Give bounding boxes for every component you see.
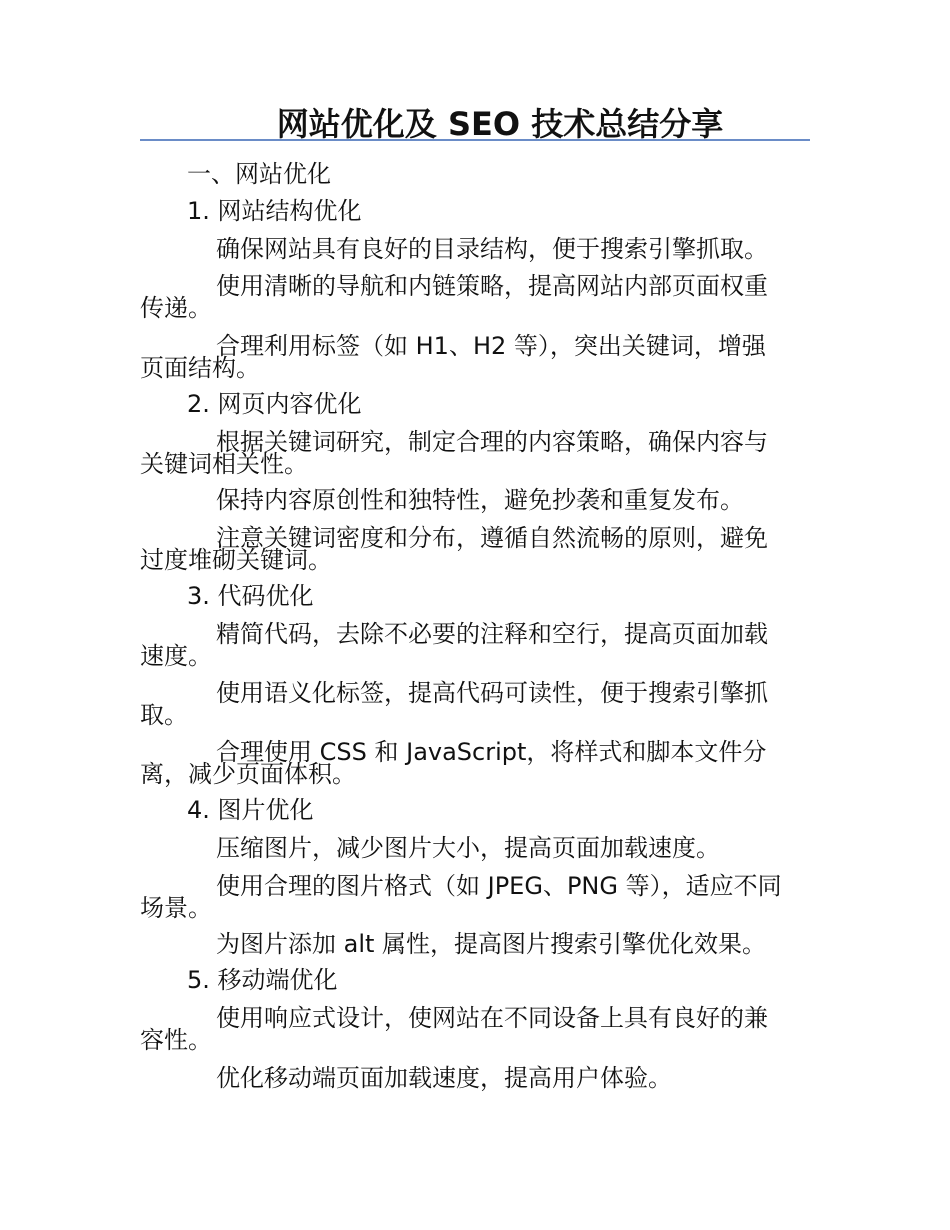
paragraph-line: 保持内容原创性和独特性，避免抄袭和重复发布。: [216, 486, 744, 514]
document-title: 网站优化及 SEO 技术总结分享: [276, 105, 724, 143]
paragraph-line: 确保网站具有良好的目录结构，便于搜索引擎抓取。: [216, 235, 768, 263]
paragraph-line: 压缩图片，减少图片大小，提高页面加载速度。: [216, 834, 720, 862]
paragraph-line: 场景。: [140, 894, 212, 922]
paragraph-line: 根据关键词研究，制定合理的内容策略，确保内容与: [216, 428, 768, 456]
item-heading: 2. 网页内容优化: [187, 390, 362, 418]
paragraph-line: 离，减少页面体积。: [140, 760, 356, 788]
paragraph-line: 容性。: [140, 1026, 212, 1054]
section-heading: 一、网站优化: [187, 160, 331, 188]
item-heading: 1. 网站结构优化: [187, 197, 362, 225]
item-heading: 4. 图片优化: [187, 796, 314, 824]
paragraph-line: 过度堆砌关键词。: [140, 546, 332, 574]
paragraph-line: 关键词相关性。: [140, 450, 308, 478]
paragraph-line: 使用响应式设计，使网站在不同设备上具有良好的兼: [216, 1004, 768, 1032]
paragraph-line: 速度。: [140, 642, 212, 670]
paragraph-line: 精简代码，去除不必要的注释和空行，提高页面加载: [216, 620, 768, 648]
paragraph-line: 使用合理的图片格式（如 JPEG、PNG 等），适应不同: [216, 872, 782, 900]
paragraph-line: 合理利用标签（如 H1、H2 等），突出关键词，增强: [216, 332, 766, 360]
paragraph-line: 页面结构。: [140, 354, 260, 382]
paragraph-line: 合理使用 CSS 和 JavaScript，将样式和脚本文件分: [216, 738, 767, 766]
paragraph-line: 注意关键词密度和分布，遵循自然流畅的原则，避免: [216, 524, 768, 552]
item-heading: 5. 移动端优化: [187, 966, 338, 994]
paragraph-line: 传递。: [140, 294, 212, 322]
title-underline: [140, 139, 810, 141]
paragraph-line: 为图片添加 alt 属性，提高图片搜索引擎优化效果。: [216, 930, 767, 958]
paragraph-line: 使用清晰的导航和内链策略，提高网站内部页面权重: [216, 272, 768, 300]
item-heading: 3. 代码优化: [187, 582, 314, 610]
paragraph-line: 取。: [140, 701, 188, 729]
paragraph-line: 优化移动端页面加载速度，提高用户体验。: [216, 1064, 672, 1092]
paragraph-line: 使用语义化标签，提高代码可读性，便于搜索引擎抓: [216, 679, 768, 707]
